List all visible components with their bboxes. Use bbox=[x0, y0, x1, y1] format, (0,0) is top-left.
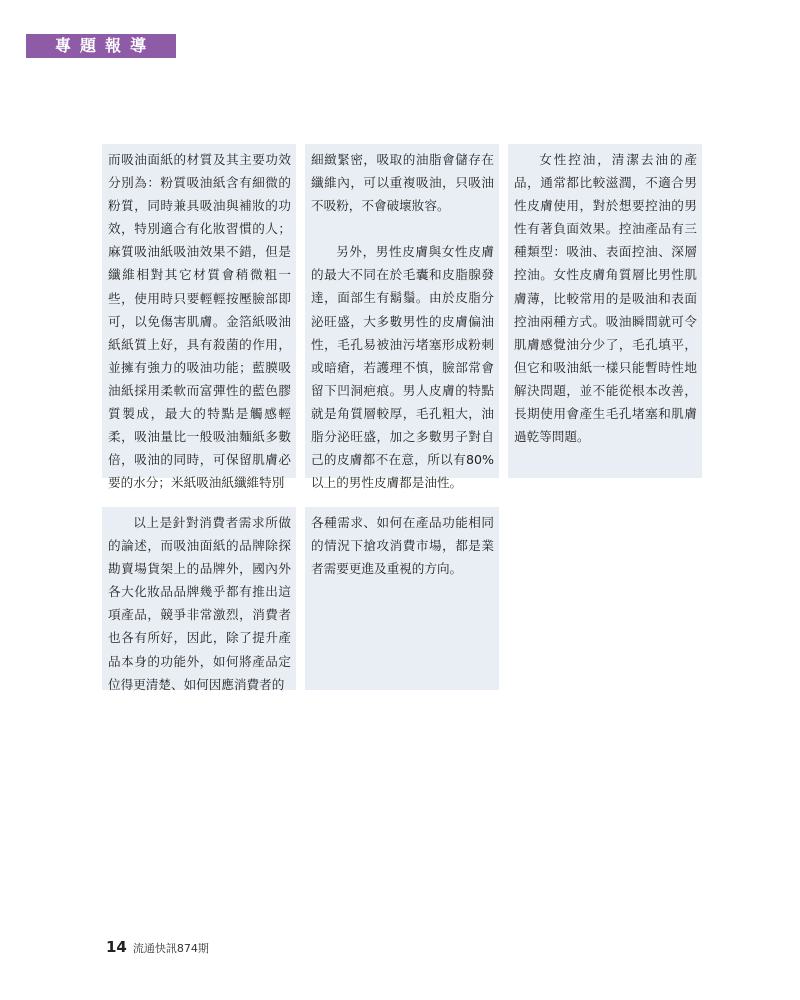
publication-name: 流通快訊874期 bbox=[132, 942, 209, 955]
article-column-1 bbox=[102, 144, 296, 491]
section-tag: 專題報導 bbox=[26, 34, 176, 58]
paragraph: 以上是針對消費者需求所做的論述，而吸油面紙的品牌除探勘賣場貨架上的品牌外，國內外各大化妝品品牌幾乎都有推出這項產品，競爭非常激烈，消費者也各有所好，因此，除了提升產品本身的功能外，如何將產品定位得更清楚、如何因應消費者的 bbox=[108, 515, 291, 692]
paragraph: 各種需求、如何在產品功能相同的情況下搶攻消費市場，都是業者需要更進及重視的方向。 bbox=[311, 515, 494, 577]
paragraph: 而吸油面紙的材質及其主要功效分別為：粉質吸油紙含有細微的粉質，同時兼具吸油與補妝的功效，特別適合有化妝習慣的人；麻質吸油紙吸油效果不錯，但是纖維相對其它材質會稍微粗一些，使用時只要輕輕按壓臉部即可，以免傷害肌膚。金箔紙吸油紙紙質上好，具有殺菌的作用，並擁有強力的吸油功能；藍膜吸油紙採用柔軟而富彈性的藍色膠質製成，最大的特點是觸感輕柔，吸油量比一般吸油麵紙多數倍，吸油的同時，可保留肌膚必要的水分；米紙吸油紙纖維特別 bbox=[108, 152, 291, 491]
conclusion-column-2 bbox=[305, 507, 499, 690]
paragraph: 另外，男性皮膚與女性皮膚的最大不同在於毛囊和皮脂腺發達，面部生有鬍鬚。由於皮脂分泌旺盛，大多數男性的皮膚偏油性，毛孔易被油污堵塞形成粉刺或暗瘡，若護理不慎，臉部常會留下凹洞疤痕。男人皮膚的特點就是角質層較厚，毛孔粗大，油脂分泌旺盛，加之多數男子對自己的皮膚都不在意，所以有80%以上的男性皮膚都是油性。 bbox=[311, 244, 494, 491]
article-column-2 bbox=[305, 144, 499, 491]
conclusion-column-1 bbox=[102, 507, 296, 690]
paragraph: 細緻緊密，吸取的油脂會儲存在纖維內，可以重複吸油，只吸油不吸粉，不會破壞妝容。 bbox=[311, 152, 494, 214]
page-footer bbox=[106, 938, 209, 956]
page-number: 14 bbox=[106, 938, 127, 956]
article-column-3 bbox=[508, 144, 702, 478]
paragraph: 女性控油，清潔去油的產品，通常都比較滋潤，不適合男性皮膚使用，對於想要控油的男性有著負面效果。控油產品有三種類型：吸油、表面控油、深層控油。女性皮膚角質層比男性肌膚薄，比較常用的是吸油和表面控油兩種方式。吸油瞬間就可令肌膚感覺油分少了，毛孔填平，但它和吸油紙一樣只能暫時性地解決問題，並不能從根本改善，長期使用會產生毛孔堵塞和肌膚過乾等問題。 bbox=[514, 152, 697, 445]
